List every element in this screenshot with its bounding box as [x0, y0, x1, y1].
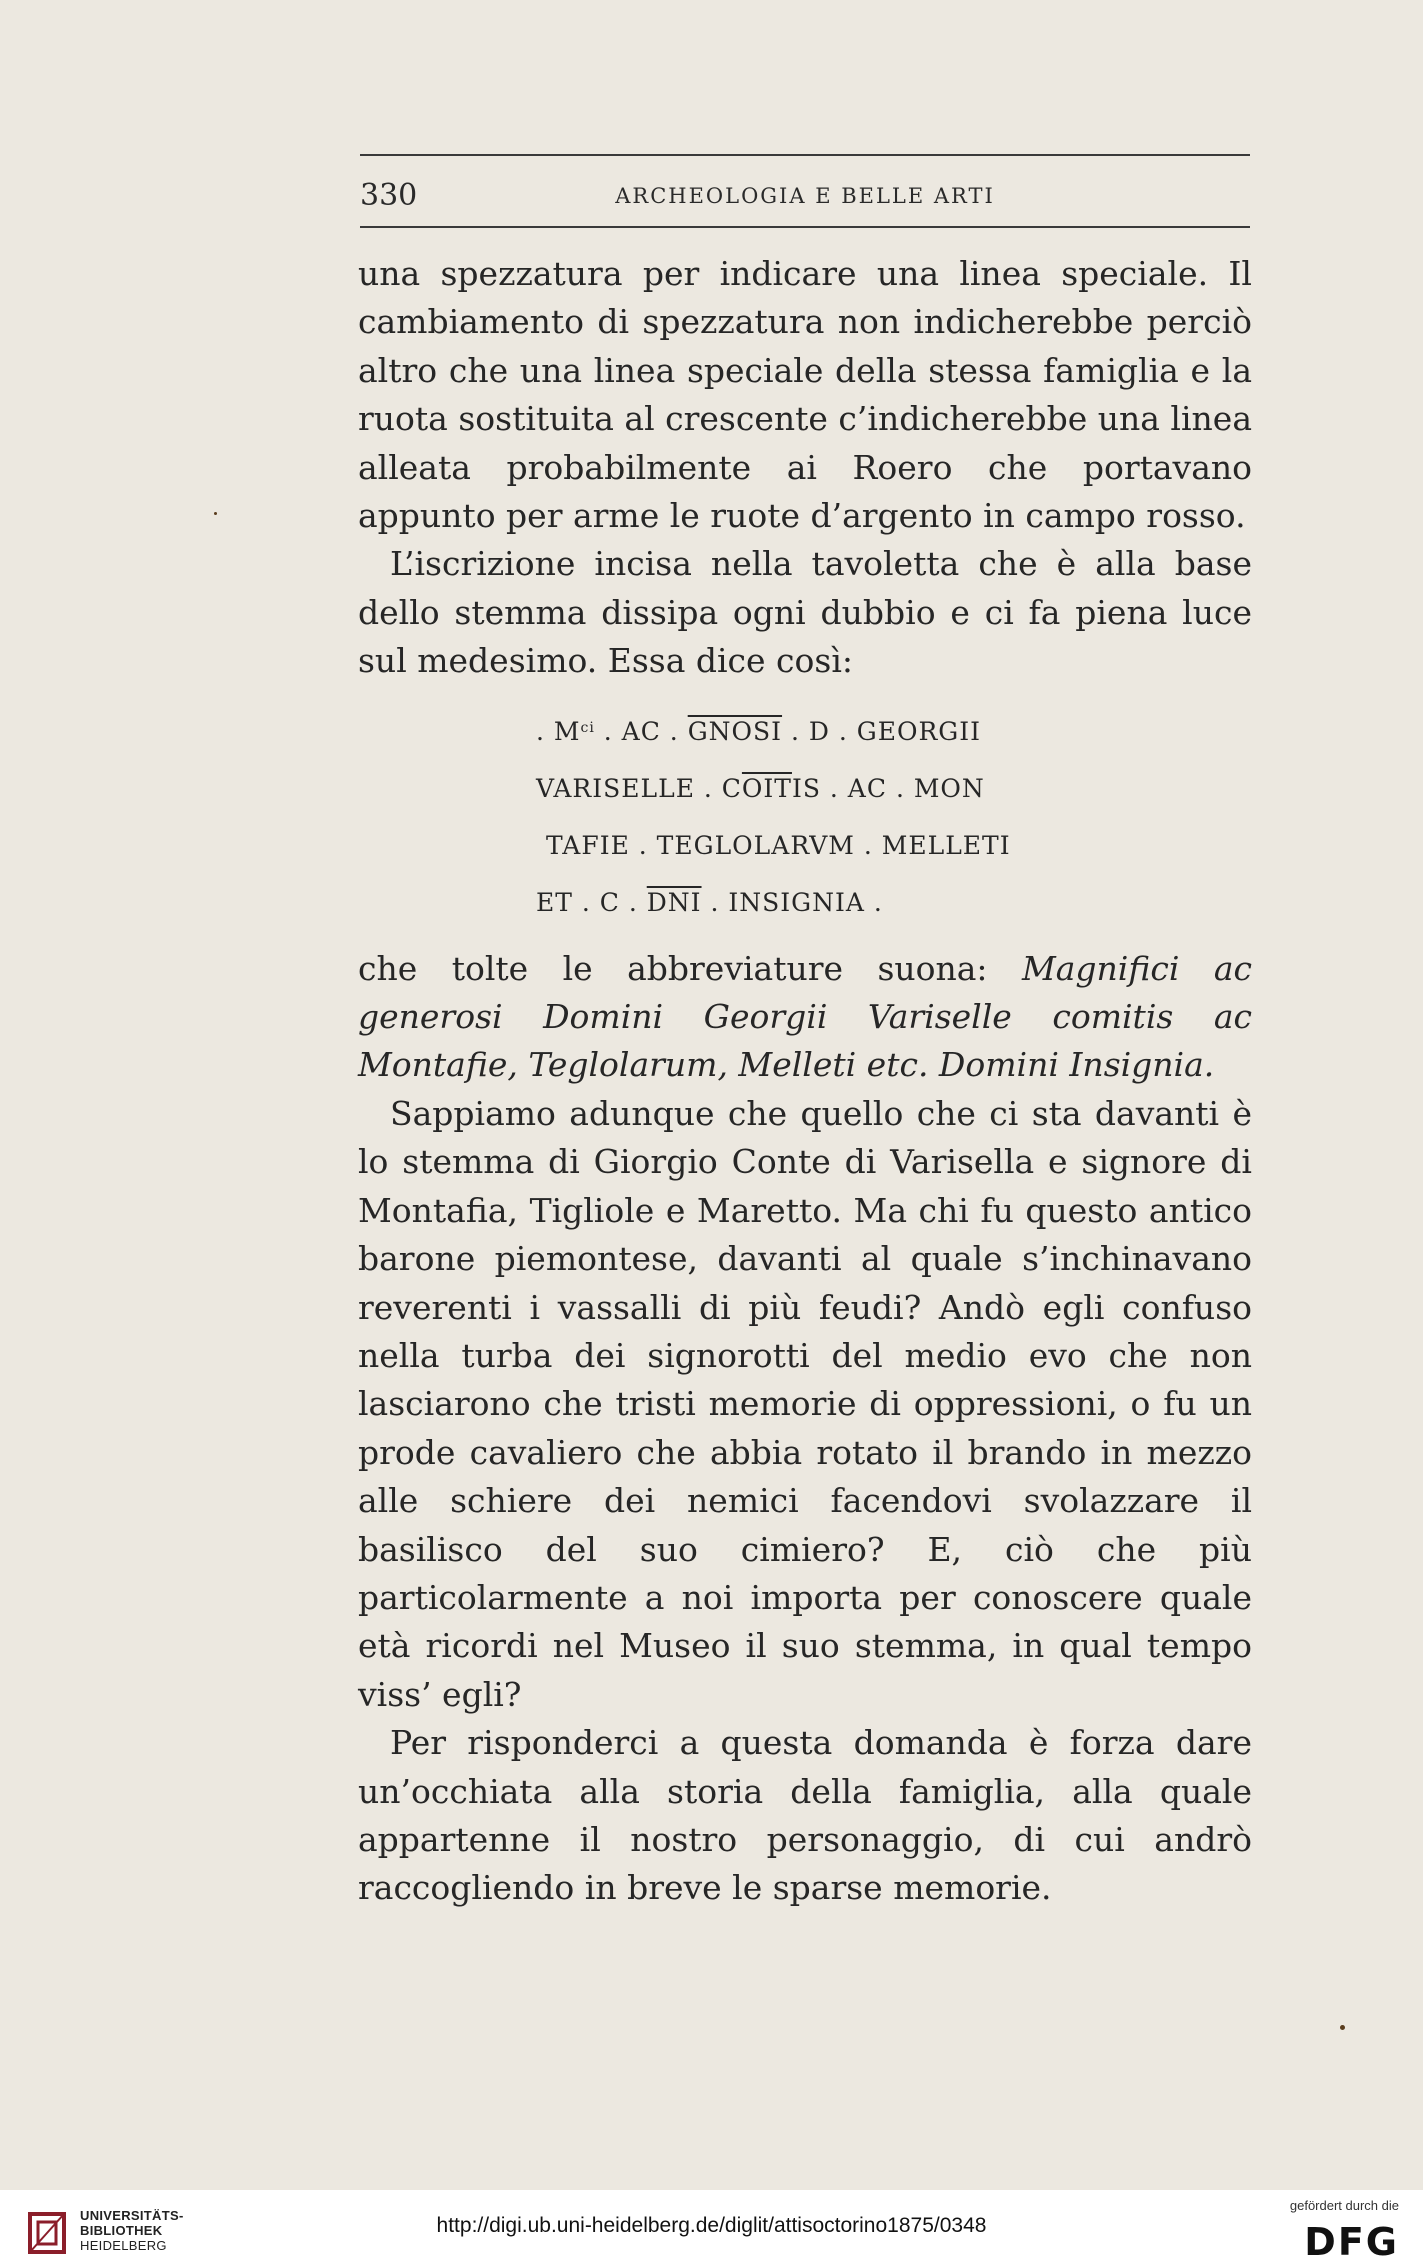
inscription-line-2: VARISELLE . $C\overline{OIT}IS$ . AC . MON: [536, 773, 985, 803]
digitization-footer: [0, 2190, 1423, 2267]
inscription-line-3: TAFIE . TEGLOLARVM . MELLETI: [546, 830, 1011, 860]
inscription: [358, 700, 1252, 931]
ink-speck: [1340, 2025, 1345, 2030]
paragraph-5: Per risponderci a questa domanda è forza dare un’occhiata alla storia della famiglia, alla quale appartenne il nostro personaggio, di cui andrò raccogliendo in breve le sparse memorie.: [358, 1723, 1252, 1908]
library-name: UNIVERSITÄTS- BIBLIOTHEK HEIDELBERG: [80, 2208, 184, 2253]
body-text: [358, 250, 1252, 1913]
paragraph-2: L’iscrizione incisa nella tavoletta che è alla base dello stemma dissipa ogni dubbio e ci fa piena luce sul medesimo. Essa dice così:: [358, 544, 1252, 681]
page-header: [360, 178, 1250, 212]
paragraph-4: Sappiamo adunque che quello che ci sta davanti è lo stemma di Giorgio Conte di Varisella e signore di Montafia, Tigliole e Maretto. Ma chi fu questo antico barone piemontese, davanti al quale s’inchinavano reverenti i vassalli di più feudi? Andò egli confuso nella turba dei signorotti del medio evo che non lasciarono che tristi memorie di oppressioni, o fu un prode cavaliero che abbia rotato il brando in mezzo alle schiere dei nemici facendovi svolazzare il basilisco del suo cimiero? E, ciò che più particolarmente a noi importa per conoscere quale età ricordi nel Museo il suo stemma, in qual tempo viss’ egli?: [358, 1093, 1252, 1714]
inscription-line-1: . $M^{ci}$ . AC . GNOSI . D . GEORGII: [536, 716, 982, 746]
expanded-inscription: Magnifici ac generosi Domini Georgii Variselle comitis ac Montafie, Teglolarum, Melleti etc. Domini Insignia.: [358, 948, 1252, 1085]
paragraph-3: che tolte le abbreviature suona: Magnifici ac generosi Domini Georgii Variselle comitis ac Montafie, Teglolarum, Melleti etc. Domini Insignia.: [358, 948, 1252, 1085]
dfg-logo: DFG: [1304, 2220, 1399, 2264]
funding-note: gefördert durch die: [1289, 2198, 1399, 2213]
paragraph-1: una spezzatura per indicare una linea speciale. Il cambiamento di spezzatura non indicherebbe perciò altro che una linea speciale della stessa famiglia e la ruota sostituita al crescente c’indicherebbe una linea alleata probabilmente ai Roero che portavano appunto per arme le ruote d’argento in campo rosso.: [358, 254, 1252, 536]
inscription-line-4: ET . C . $\overline{DNI}$ . INSIGNIA .: [536, 887, 883, 917]
running-head: ARCHEOLOGIA E BELLE ARTI: [615, 184, 995, 208]
header-rule-bottom: [360, 226, 1250, 228]
permalink-url[interactable]: http://digi.ub.uni-heidelberg.de/diglit/attisoctorino1875/0348: [436, 2214, 987, 2237]
header-rule-top: [360, 154, 1250, 156]
ink-speck: [214, 512, 217, 515]
page-number: 330: [360, 178, 418, 213]
